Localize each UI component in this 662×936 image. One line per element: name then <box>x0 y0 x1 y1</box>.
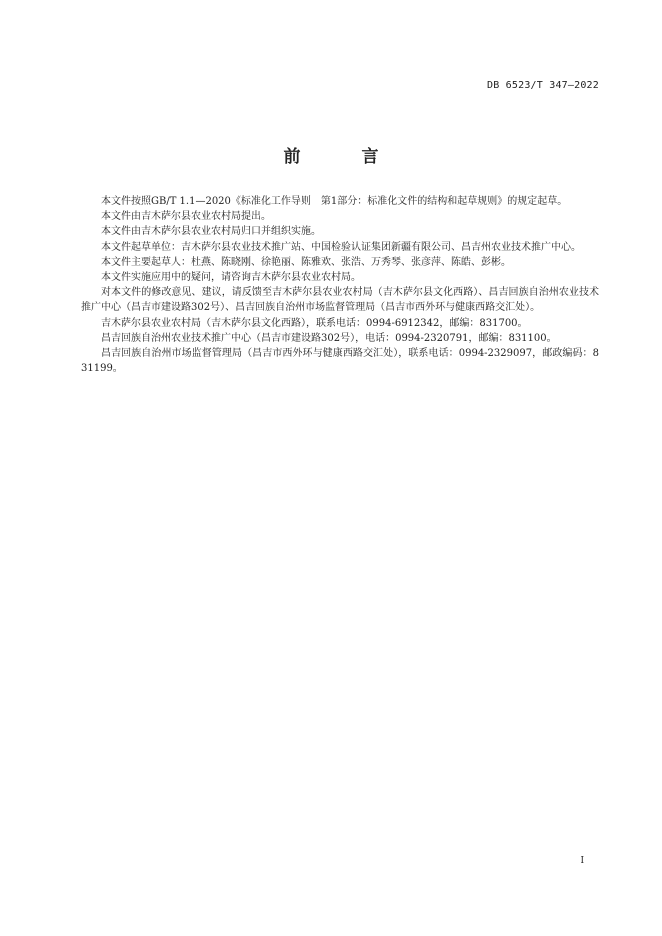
paragraph-feedback: 对本文件的修改意见、建议，请反馈至吉木萨尔县农业农村局（吉木萨尔县文化西路）、昌吉回族自治州农业技术推广中心（昌吉市建设路302号）、昌吉回族自治州市场监督管理局（昌吉市西外环与健康西路交汇处）。 <box>81 287 599 314</box>
foreword-body <box>81 194 599 376</box>
paragraph-centralized-by: 本文件由吉木萨尔县农业农村局归口并组织实施。 <box>101 226 321 238</box>
paragraph-drafting-rules: 本文件按照GB/T 1.1—2020《标准化工作导则 第1部分：标准化文件的结构和起草规则》的规定起草。 <box>101 196 568 207</box>
document-code: DB 6523/T 347—2022 <box>487 80 599 91</box>
paragraph-drafters: 本文件主要起草人：杜燕、陈晓刚、徐艳丽、陈雅欢、张浩、万秀琴、张彦萍、陈皓、彭彬。 <box>101 256 511 268</box>
page-title: 前 言 <box>283 147 401 167</box>
paragraph-proposed-by: 本文件由吉木萨尔县农业农村局提出。 <box>101 211 271 223</box>
page-number: I <box>580 856 584 866</box>
paragraph-contact-extension-center: 昌吉回族自治州农业技术推广中心（昌吉市建设路302号），电话：0994-2320791，邮编：831100。 <box>101 332 557 344</box>
paragraph-contact-market-regulation: 昌吉回族自治州市场监督管理局（昌吉市西外环与健康西路交汇处），联系电话：0994-2329097，邮政编码：831199。 <box>81 348 599 375</box>
paragraph-inquiries: 本文件实施应用中的疑问，请咨询吉木萨尔县农业农村局。 <box>101 272 361 284</box>
paragraph-drafting-units: 本文件起草单位：吉木萨尔县农业技术推广站、中国检验认证集团新疆有限公司、昌吉州农业技术推广中心。 <box>101 241 581 253</box>
paragraph-contact-bureau: 吉木萨尔县农业农村局（吉木萨尔县文化西路），联系电话：0994-6912342，邮编：831700。 <box>101 317 528 329</box>
